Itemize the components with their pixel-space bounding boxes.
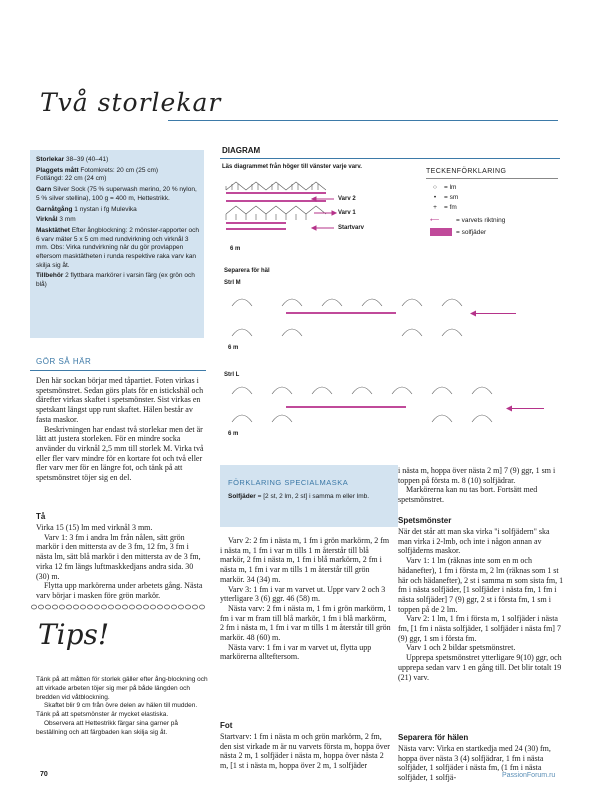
plagget-value: Fotomkrets: 20 cm (25 cm)	[78, 166, 159, 174]
gor-heading: GÖR SÅ HÄR	[36, 357, 92, 366]
virknal-value: 3 mm	[57, 216, 76, 224]
garn-value: Silver Sock (75 % superwash merino, 20 % nylon, 5 % silver stellina), 100 g = 400 m, Hettestrikk.	[36, 186, 197, 202]
ta-body	[36, 523, 206, 601]
legend-text: = sm	[444, 193, 459, 201]
mid-paragraph: Varv 3: 1 fm i var m varvet ut. Uppr varv 2 och 3 ytterligare 3 (6) ggr. 46 (58) m.	[220, 584, 386, 604]
page-number: 70	[40, 771, 48, 778]
tips-paragraph: Skaftet blir 9 cm från övre delen av hälen till mudden. Tänk på att spetsmönster är mycket elastiska.	[36, 702, 198, 719]
single-crochet-icon: +	[433, 203, 437, 211]
fotlangd-value: Fotlängd: 22 cm (24 cm)	[36, 175, 107, 183]
legend-item	[430, 192, 558, 202]
tillbehor-label: Tillbehör	[36, 272, 64, 280]
special-label: Solfjäder	[228, 493, 256, 500]
six-m-label: 6 m	[228, 431, 239, 437]
heel-chart-l	[226, 380, 566, 430]
page-title: Två storlekar	[40, 88, 222, 117]
fan-icon	[430, 228, 452, 236]
spets-paragraph: Upprepa spetsmönstret ytterligare 9(10) ggr, och upprepa sedan varv 1 en gång till. Det blir totalt 19 (21) varv.	[398, 653, 562, 682]
chain-icon: ○	[433, 183, 437, 191]
spets-paragraph: När det står att man ska virka "i solfjädern" ska man virka i 2-lmb, och inte i någon annan av solfjäderns maskor.	[398, 527, 550, 556]
special-text	[228, 492, 392, 501]
storlekar-value: 38–39 (40–41)	[64, 156, 109, 163]
title-rule	[168, 120, 558, 121]
legend-text: = fm	[444, 203, 457, 211]
watermark: PassionForum.ru	[502, 772, 556, 779]
spets-heading: Spetsmönster	[398, 516, 452, 525]
ta-paragraph: Varv 1: 3 fm i andra lm från nålen, sätt grön markör i den mittersta av de 3 fm, 12 fm, 3 fm i nästa lm, sätt blå markör i den mittersta av de 3 fm, virka 12 fm längs luftmaskkedjans andra sida. 30 (30) m.	[36, 532, 201, 581]
legend-title: TECKENFÖRKLARING	[426, 168, 507, 175]
mid-paragraph: Varv 2: 2 fm i nästa m, 1 fm i grön markörm, 2 fm i nästa m, 1 fm i var m tills 1 m återstår till blå markör, 2 fm i nästa m, 1 fm i blå markörm, 2 fm i nästa m, 1 fm i var m tills 1 m återstår till grön markör. 34 (34) m.	[220, 536, 390, 584]
diagram-heading: DIAGRAM	[222, 146, 261, 155]
separera-paragraph: Nästa varv: Virka en startkedja med 24 (30) fm, hoppa över nästa 3 (4) solfjädrar, 1 fm i nästa solfjäder, 1 solfjäder i nästa fm, (1 fm i nästa solfjäder, 1 solfjä-	[398, 744, 551, 783]
startvarv-label: Startvarv	[338, 225, 365, 231]
strl-l-label: Strl L	[224, 372, 240, 378]
plagget-label: Plaggets mått	[36, 166, 79, 174]
dotted-divider	[30, 604, 206, 610]
spets-paragraph: Varv 1 och 2 bildar spetsmönstret.	[406, 643, 516, 653]
garnatgang-value: 1 nystan i fg Mulevika	[72, 205, 137, 213]
storlekar-label: Storlekar	[36, 156, 65, 163]
special-desc: = [2 st, 2 lm, 2 st] i samma m eller lmb.	[255, 493, 370, 500]
gor-body	[36, 376, 206, 483]
tips-body	[36, 676, 208, 738]
tips-paragraph: Tänk på att måtten för storlek gäller efter ång-blockning och att virkade arbeten töjer sig mer på både längden och bredden vid våtblockning.	[36, 676, 208, 701]
tillbehor-value: 2 flyttbara markörer i varsin färg (ex grön och blå)	[36, 272, 195, 289]
fot-paragraph: Startvarv: 1 fm i nästa m och grön markörm, 2 fm, den sist virkade m är nu varvets första m, hoppa över nästa 2 m, 1 solfjäder i nästa m, hoppa över nästa 2 m, [1 st i nästa m, hoppa över 2 m, 1 solfjäder	[220, 732, 390, 771]
legend-rule	[426, 178, 558, 179]
six-m-label: 6 m	[228, 345, 239, 351]
fot-body	[220, 732, 392, 771]
right-paragraph: Markörerna kan nu tas bort. Fortsätt med spetsmönstret.	[398, 485, 538, 505]
spets-paragraph: Varv 2: 1 lm, 1 fm i första m, 1 solfjäder i nästa fm, [1 fm i nästa solfjäder, 1 solfjäder i nästa fm] 7 (9) ggr, 1 sm i första fm.	[398, 614, 561, 643]
slip-stitch-icon: •	[433, 193, 437, 201]
special-heading: FÖRKLARING SPECIALMASKA	[228, 478, 349, 487]
ta-heading: Tå	[36, 512, 46, 521]
diagram-caption: Läs diagrammet från höger till vänster varje varv.	[222, 164, 362, 170]
legend-item	[430, 202, 558, 212]
legend	[430, 182, 558, 238]
varv1-label: Varv 1	[338, 210, 356, 216]
spec-list	[36, 156, 202, 292]
masktathet-value: Efter ångblockning: 2 mönster-rapporter och 6 varv mäter 5 x 5 cm med rundvirkning och virknål 3 mm. Obs: Virka rundvirkning när du gör provlappen eftersom masktätheten i runda respektive raka varv kan skilja sig åt.	[36, 226, 199, 269]
legend-item	[430, 214, 558, 226]
gor-paragraph: Beskrivningen har endast två storlekar men det är lätt att justera storleken. För en mindre socka använder du virknål 2,5 mm till storlek M. Virka två eller fler varv mindre för en kortare fot och två eller fler varv mer för en längre fot, och tänk på att spetsmönstret töjer sig en del.	[36, 424, 204, 483]
tips-title: Tips!	[38, 618, 110, 651]
diagram-rule	[220, 158, 560, 159]
garnatgang-label: Garnåtgång	[36, 205, 73, 213]
strl-m-label: Strl M	[224, 280, 241, 286]
legend-item	[430, 226, 558, 238]
heel-chart-m	[226, 292, 566, 352]
ta-paragraph: Flytta upp markörerna under arbetets gång. Nästa varv börjar i masken före grön markör.	[36, 581, 203, 600]
right-body-top	[398, 466, 564, 505]
row-arrows	[310, 195, 338, 235]
mid-body	[220, 536, 392, 662]
legend-text: = lm	[444, 183, 457, 191]
gor-rule	[30, 370, 206, 371]
fot-heading: Fot	[220, 721, 233, 730]
legend-text: = varvets riktning	[456, 216, 506, 224]
virknal-label: Virknål	[36, 216, 58, 224]
mid-paragraph: Nästa varv: 2 fm i nästa m, 1 fm i grön markörm, 1 fm i var m fram till blå markör, 1 fm i blå markörm, 2 fm i nästa m, 1 fm i var m tills 1 m återstår till grön markör. 48 (60) m.	[220, 603, 392, 643]
ta-paragraph: Virka 15 (15) lm med virknål 3 mm.	[36, 523, 153, 532]
direction-arrow-icon: ⟵	[430, 217, 440, 224]
separera-heading: Separera för hälen	[398, 733, 469, 742]
spets-paragraph: Varv 1: 1 lm (räknas inte som en m och hädanefter), 1 fm i första m, 2 lm (räknas som 1 st här och hädanefter), 2 st i samma m som sista fm, 1 fm i nästa solfjäder, [1 solfjäder i nästa fm, 1 fm i nästa solfjäder] 7 (9) ggr, 2 st i första fm, 1 sm i toppen på de 2 lm.	[398, 556, 564, 614]
tips-paragraph: Observera att Hettestrikk färgar sina garner på beställning och att färgbaden kan skilja sig åt.	[36, 719, 179, 736]
varv2-label: Varv 2	[338, 196, 356, 202]
mid-paragraph: Nästa varv: 1 fm i var m varvet ut, flytta upp markörerna allteftersom.	[220, 642, 372, 662]
legend-text: = solfjäder	[456, 228, 487, 236]
six-m-label: 6 m	[230, 246, 241, 252]
separera-label: Separera för häl	[224, 268, 270, 274]
spets-body	[398, 527, 564, 682]
right-paragraph: i nästa m, hoppa över nästa 2 m] 7 (9) ggr, 1 sm i toppen på första m. 8 (10) solfjädrar.	[398, 466, 556, 485]
legend-item	[430, 182, 558, 192]
gor-paragraph: Den här sockan börjar med tåpartiet. Foten virkas i spetsmönstret. Sedan görs plats för en istickshäl och därefter virkas skaftet i spetsmönster. Sist virkas en spetskant längst upp runt skaftet. Hälen består av fasta maskor.	[36, 376, 204, 424]
garn-label: Garn	[36, 186, 52, 194]
masktathet-label: Masktäthet	[36, 226, 70, 234]
